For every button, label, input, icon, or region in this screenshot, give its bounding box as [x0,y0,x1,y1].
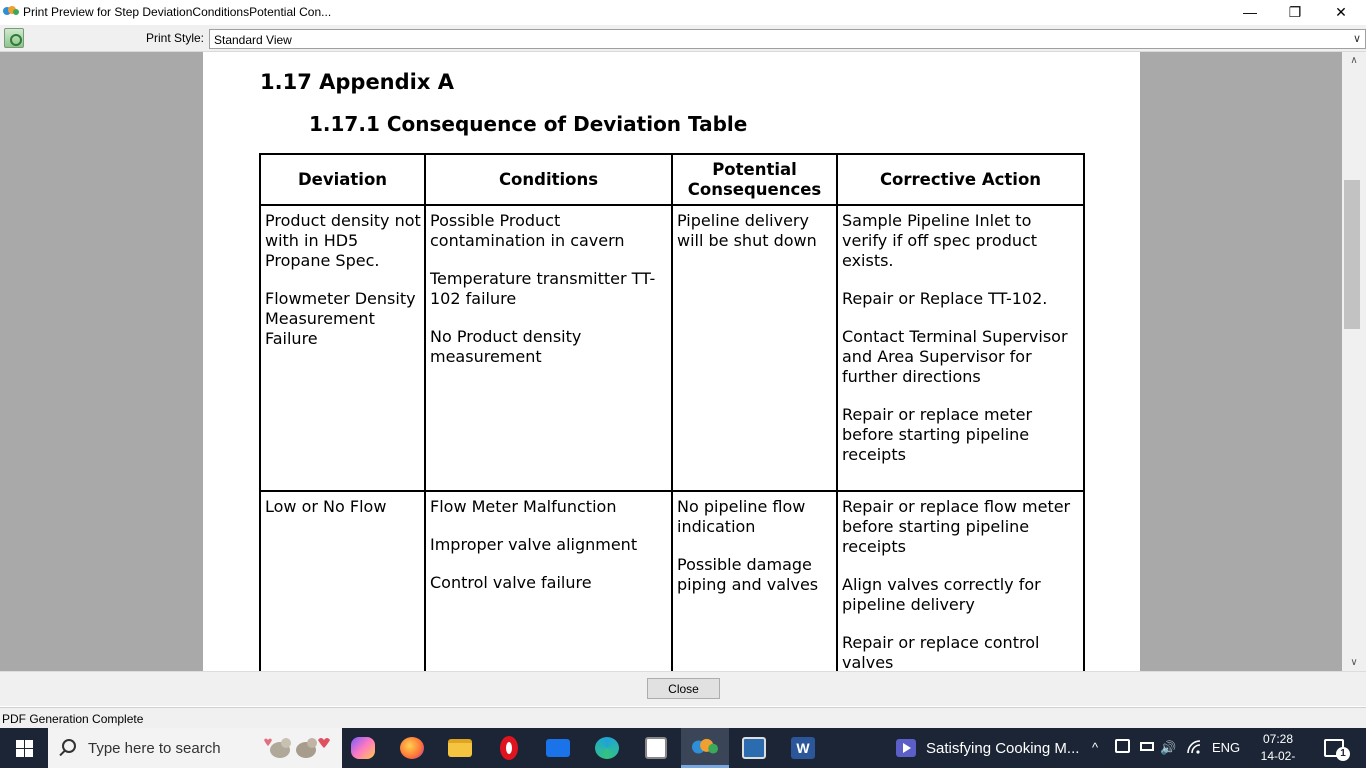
document-page [203,52,1140,671]
remote-desktop-icon[interactable] [730,728,778,768]
taskbar [0,728,1366,780]
cell-text: Repair or replace control valves [842,633,1040,671]
media-widget[interactable] [886,728,1082,768]
copilot-icon[interactable] [339,728,387,768]
app-logo-icon [3,5,19,17]
table-row [260,491,1084,671]
mail-icon[interactable] [534,728,582,768]
scrollbar-thumb[interactable] [1344,180,1360,329]
cell-action [837,205,1084,491]
cell-text: Repair or replace meter before starting pipeline receipts [842,405,1033,464]
cell-consequences [672,491,837,671]
cell-text: Product density not with in HD5 Propane Spec. [265,211,421,270]
windows-start-icon[interactable] [0,728,48,768]
column-header-action: Corrective Action [837,154,1084,205]
cell-deviation [260,205,425,491]
clock-time: 07:28 [1262,732,1294,746]
opera-icon[interactable] [485,728,533,768]
cell-text: Repair or Replace TT-102. [842,289,1048,308]
toolbar [0,25,1366,52]
heading-appendix: 1.17 Appendix A [260,70,454,94]
cell-text: Flow Meter Malfunction [430,497,617,516]
edge-icon[interactable] [583,728,631,768]
table-header-row [260,154,1084,205]
print-style-value: Standard View [214,33,292,47]
cell-text: Flowmeter Density Measurement Failure [265,289,416,348]
cell-text: No Product density measurement [430,327,582,366]
search-icon [62,739,76,753]
column-header-conditions: Conditions [425,154,672,205]
restore-button[interactable]: ❐ [1288,3,1302,20]
cell-conditions [425,205,672,491]
keyboard-tray-icon[interactable] [1115,739,1130,753]
cell-text: Pipeline delivery will be shut down [677,211,817,250]
cell-text: Repair or replace flow meter before starting pipeline receipts [842,497,1071,556]
cell-text: Low or No Flow [265,497,387,516]
preview-viewport[interactable] [0,52,1366,671]
notification-center-icon[interactable] [1324,739,1344,757]
speaker-icon[interactable]: 🔊 [1160,740,1177,755]
cell-deviation [260,491,425,671]
chevron-down-icon[interactable]: ∨ [1352,33,1361,45]
preview-app-icon[interactable] [681,728,729,768]
close-window-button[interactable]: ✕ [1335,3,1347,20]
language-indicator[interactable]: ENG [1212,740,1241,755]
refresh-icon[interactable] [4,28,24,48]
scroll-down-icon[interactable]: ∨ [1350,657,1358,668]
vertical-scrollbar[interactable] [1342,52,1366,671]
heading-deviation-table: 1.17.1 Consequence of Deviation Table [309,112,748,136]
word-icon[interactable]: W [779,728,827,768]
cell-text: Improper valve alignment [430,535,638,554]
media-title: Satisfying Cooking M... [926,740,1080,757]
search-highlight-birds-icon [260,734,334,762]
app-document-icon[interactable] [632,728,680,768]
cell-conditions [425,491,672,671]
table-row [260,205,1084,491]
minimize-button[interactable]: — [1243,4,1257,20]
search-placeholder: Type here to search [88,740,221,757]
firefox-icon[interactable] [388,728,436,768]
cell-text: No pipeline flow indication [677,497,806,536]
deviation-table [259,153,1085,671]
window-titlebar [0,0,1366,24]
cell-text: Temperature transmitter TT-102 failure [430,269,656,308]
scroll-up-icon[interactable]: ∧ [1350,55,1358,66]
notification-count: 1 [1336,747,1350,761]
cell-text: Possible damage piping and valves [677,555,819,594]
file-explorer-icon[interactable] [436,728,484,768]
close-button[interactable]: Close [647,678,720,699]
cell-consequences [672,205,837,491]
cell-text: Sample Pipeline Inlet to verify if off spec product exists. [842,211,1038,270]
status-bar [0,707,1366,728]
cell-text: Possible Product contamination in cavern [430,211,625,250]
show-hidden-icons-icon[interactable]: ^ [1092,740,1099,755]
column-header-deviation: Deviation [260,154,425,205]
cell-action [837,491,1084,671]
cell-text: Align valves correctly for pipeline delivery [842,575,1041,614]
clock[interactable] [1248,731,1308,782]
button-bar [0,671,1366,706]
battery-icon[interactable] [1140,742,1154,751]
play-icon[interactable] [896,739,916,757]
status-text: PDF Generation Complete [2,712,144,726]
cell-text: Contact Terminal Supervisor and Area Supervisor for further directions [842,327,1068,386]
clock-date: 14-02-2025 [1260,749,1296,780]
taskbar-search[interactable] [48,728,342,768]
print-style-label: Print Style: [146,31,205,45]
column-header-consequences: Potential Consequences [672,154,837,205]
wifi-icon[interactable] [1187,740,1203,754]
window-title: Print Preview for Step DeviationConditionsPotential Con... [23,5,332,19]
cell-text: Control valve failure [430,573,592,592]
print-style-select[interactable] [209,29,1366,49]
